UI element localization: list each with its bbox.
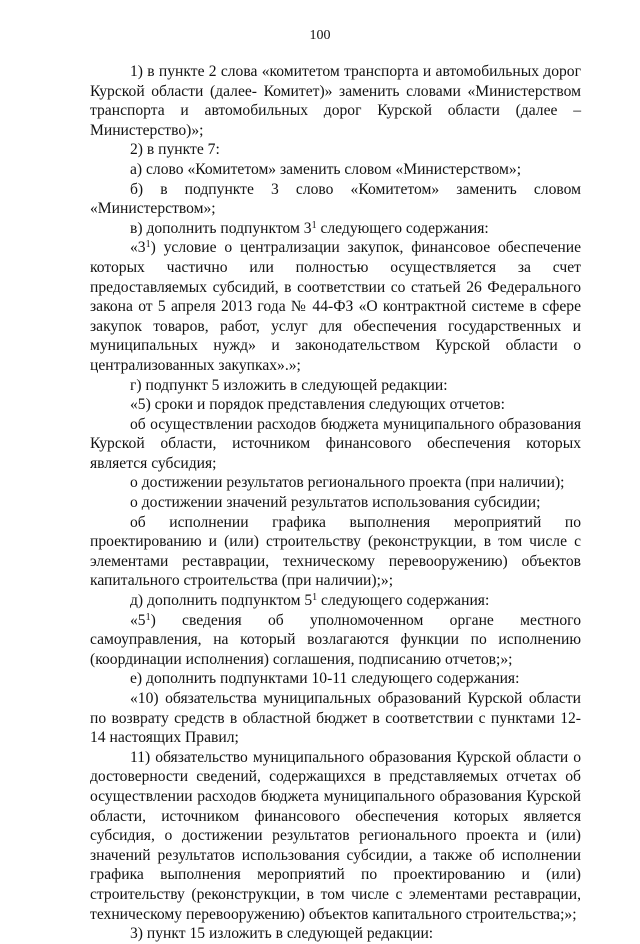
paragraph-9: об осуществлении расходов бюджета муниципального образования Курской области, источником финансового обеспечения которых является субсидия; [90, 415, 581, 472]
paragraph-17: 11) обязательство муниципального образования Курской области о достоверности сведений, содержащихся в представляемых отчетах об осуществлении расходов бюджета муниципального образования Курской области, источником финансового обеспечения которых является субсидия, о достижении результатов регионального проекта и (или) значений результатов использования субсидии, а также об исполнении графика выполнения мероприятий по проектированию и (или) строительству (реконструкции, в том числе с элементами реставрации, техническому перевооружению) объектов капитального строительства;»; [90, 748, 581, 923]
paragraph-11: о достижении значений результатов использования субсидии; [130, 494, 541, 512]
paragraph-18: 3) пункт 15 изложить в следующей редакции: [130, 925, 434, 943]
document-body [90, 62, 581, 944]
paragraph-6: «$3^1$) условие о централизации закупок, финансовое обеспечение которых частично или полностью осуществляется за счет предоставляемых субсидий, в соответствии со статьей 26 Федерального закона от 5 апреля 2013 года № 44-ФЗ «О контрактной системе в сфере закупок товаров, работ, услуг для обеспечения государственных и муниципальных нужд» и законодательством Курской области о централизованных закупках».»; [90, 239, 581, 374]
paragraph-7: г) подпункт 5 изложить в следующей редакции: [130, 376, 448, 394]
paragraph-14: «$5^1$) сведения об уполномоченном органе местного самоуправления, на который возлагаются функции по исполнению (координации исполнения) соглашения, подписанию отчетов;»; [90, 611, 581, 668]
paragraph-15: е) дополнить подпунктами 10-11 следующего содержания: [130, 670, 520, 688]
paragraph-13: д) дополнить подпунктом $5^1$ следующего содержания: [130, 592, 490, 610]
paragraph-4: б) в подпункте 3 слово «Комитетом» заменить словом «Министерством»; [90, 180, 581, 218]
paragraph-5: в) дополнить подпунктом $3^1$ следующего содержания: [130, 219, 489, 237]
paragraph-16: «10) обязательства муниципальных образований Курской области по возврату средств в областной бюджет в соответствии с пунктами 12-14 настоящих Правил; [90, 690, 581, 747]
paragraph-10: о достижении результатов регионального проекта (при наличии); [130, 474, 565, 492]
paragraph-1: 1) в пункте 2 слова «комитетом транспорта и автомобильных дорог Курской области (далее- Комитет)» заменить словами «Министерством транспорта и автомобильных дорог Курской области (далее – Министерство)»; [90, 63, 581, 139]
paragraph-2: 2) в пункте 7: [130, 141, 220, 159]
paragraph-3: а) слово «Комитетом» заменить словом «Министерством»; [130, 160, 522, 178]
page-number: 100 [309, 28, 331, 43]
paragraph-12: об исполнении графика выполнения мероприятий по проектированию и (или) строительству (реконструкции, в том числе с элементами реставрации, техническому перевооружению) объектов капитального строительства (при наличии);»; [90, 513, 581, 590]
paragraph-8: «5) сроки и порядок представления следующих отчетов: [130, 396, 505, 414]
